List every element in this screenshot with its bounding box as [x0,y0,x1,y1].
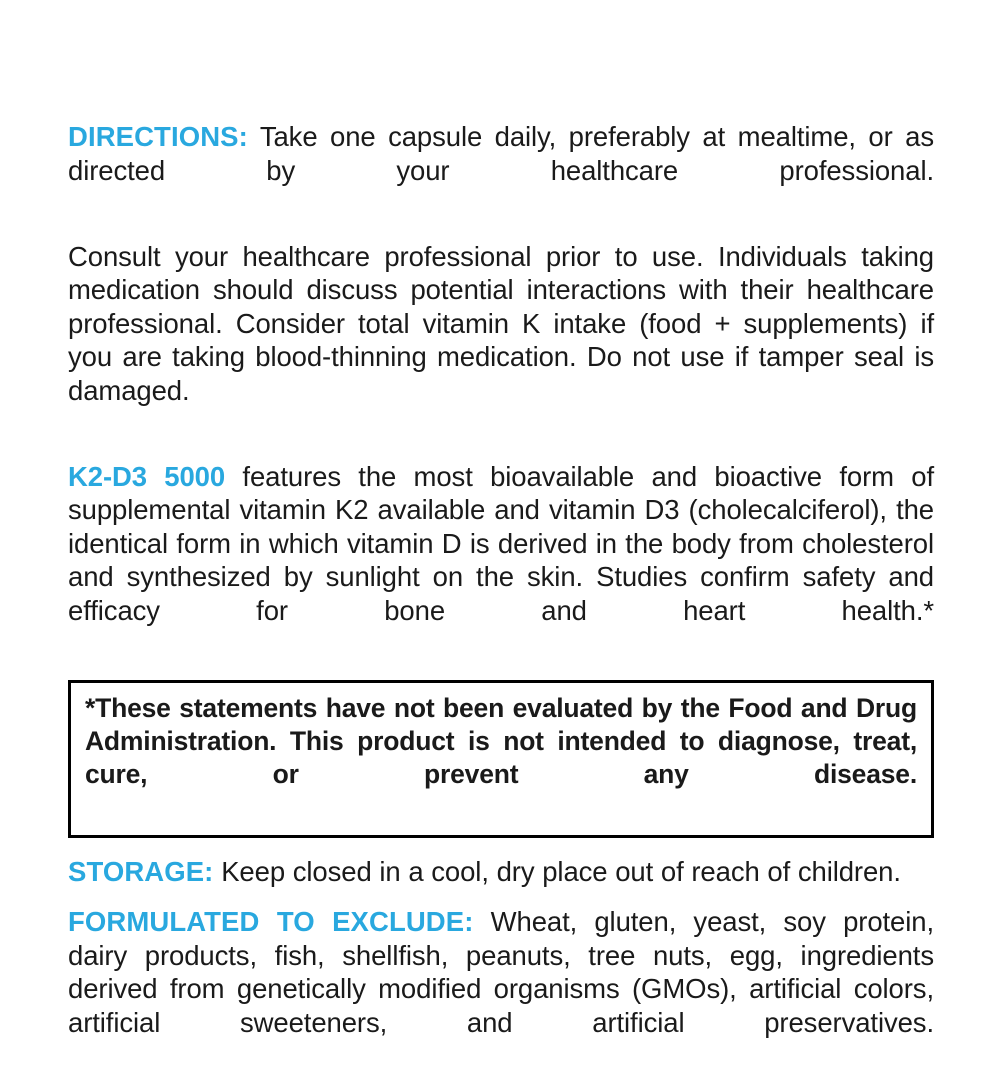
supplement-label-panel [68,120,934,1073]
product-description-body: features the most bioavailable and bioactive form of supplemental vitamin K2 available and vitamin D3 (cholecalciferol), the identical form in which vitamin D is derived in the body from cholesterol and synthesized by sunlight on the skin. Studies confirm safety and efficacy for bone and heart health.* [68,460,934,626]
warnings-body: Consult your healthcare professional prior to use. Individuals taking medication should discuss potential interactions with their healthcare professional. Consider total vitamin K intake (food + supplements) if you are taking blood-thinning medication. Do not use if tamper seal is damaged. [68,240,934,406]
directions-paragraph [68,120,934,221]
formulated-to-exclude-paragraph [68,905,934,1073]
formulated-to-exclude-heading: FORMULATED TO EXCLUDE: [68,906,474,937]
warnings-paragraph [68,240,934,441]
storage-heading: STORAGE: [68,855,214,887]
fda-disclaimer-text: *These statements have not been evaluated by the Food and Drug Administration. This product is not intended to diagnose, treat, cure, or prevent any disease. [85,692,917,789]
directions-body: Take one capsule daily, preferably at mealtime, or as directed by your healthcare professional. [68,121,934,186]
directions-heading: DIRECTIONS: [68,121,248,152]
fda-disclaimer-box [68,680,934,838]
product-description-paragraph [68,460,934,661]
storage-body: Keep closed in a cool, dry place out of reach of children. [213,855,901,887]
storage-paragraph [68,855,934,889]
product-name-lead: K2-D3 5000 [68,460,226,492]
formulated-to-exclude-body: Wheat, gluten, yeast, soy protein, dairy products, fish, shellfish, peanuts, tree nuts, egg, ingredients derived from genetically modified organisms (GMOs), artificial colors, artificial sweeteners, and artificial preservatives. [68,906,934,1038]
